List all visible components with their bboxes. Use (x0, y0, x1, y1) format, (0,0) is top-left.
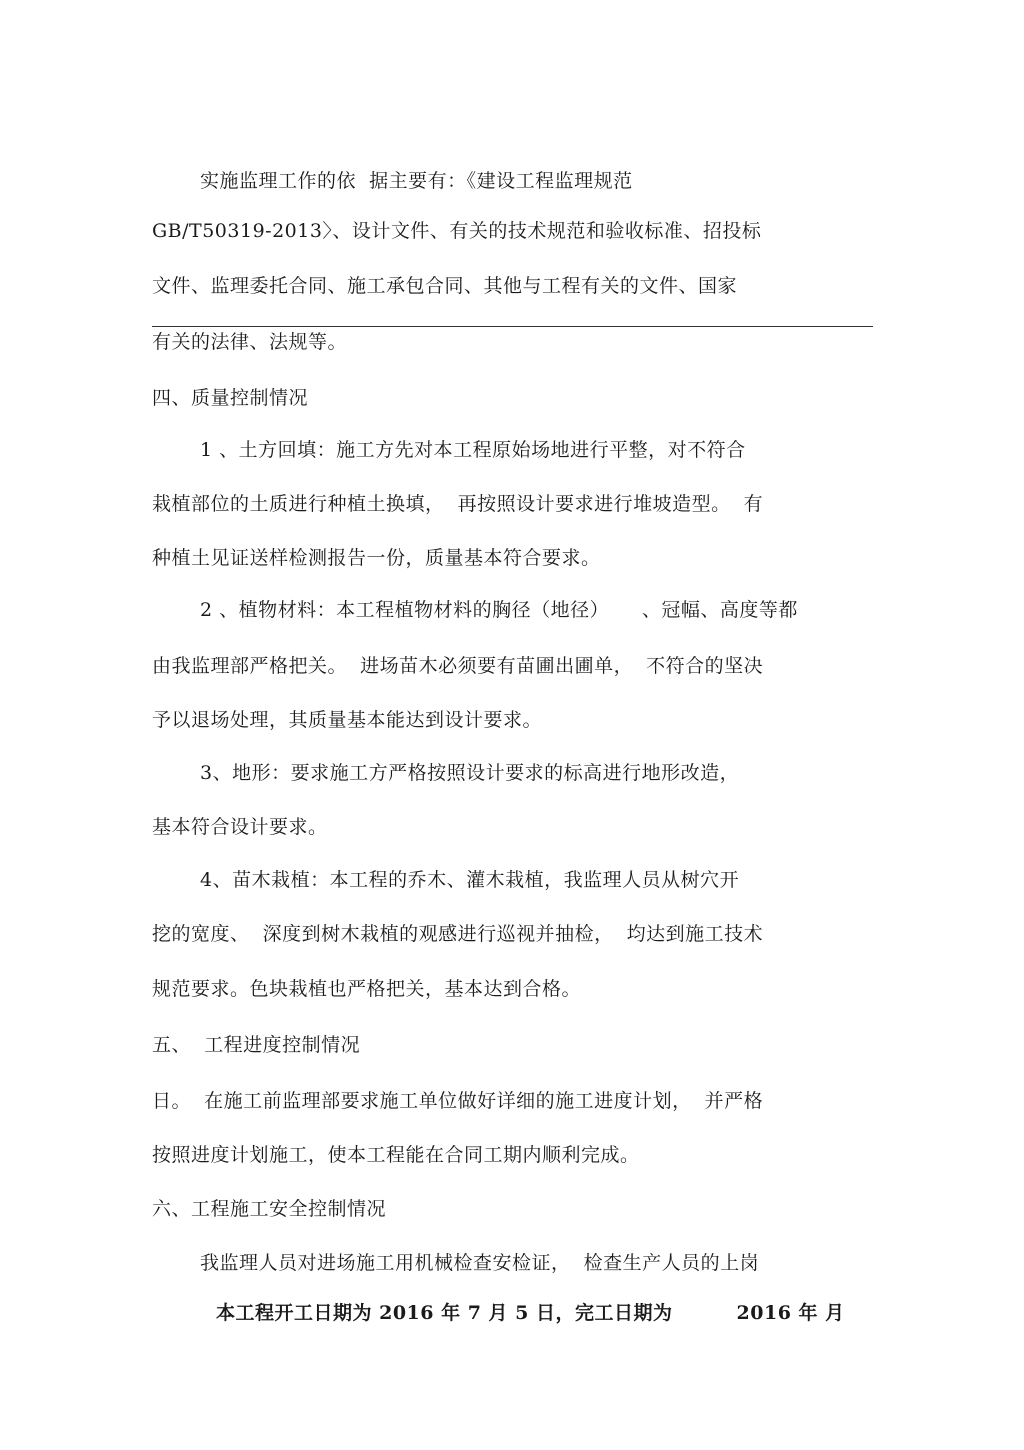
text-line-1: 实施监理工作的依 据主要有：《建设工程监理规范 (200, 170, 633, 192)
section-heading-schedule: 五、 工程进度控制情况 (152, 1034, 361, 1056)
text-line-4: 有关的法律、法规等。 (152, 331, 348, 353)
text-line-15: 挖的宽度、 深度到树木栽植的观感进行巡视并抽检， 均达到施工技术 (152, 923, 764, 945)
text-line-10: 由我监理部严格把关。 进场苗木必须要有苗圃出圃单， 不符合的坚决 (152, 655, 764, 677)
text-line-16: 规范要求。色块栽植也严格把关，基本达到合格。 (152, 978, 582, 1000)
text-line-3: 文件、监理委托合同、施工承包合同、其他与工程有关的文件、国家 (152, 275, 738, 297)
horizontal-divider (152, 326, 873, 327)
text-line-21: 我监理人员对进场施工用机械检查安检证， 检查生产人员的上岗 (200, 1252, 760, 1274)
text-line-11: 予以退场处理，其质量基本能达到设计要求。 (152, 709, 543, 731)
text-line-22: 本工程开工日期为 2016 年 7 月 5 日，完工日期为 2016 年 月 (216, 1302, 845, 1324)
text-line-2: GB/T50319-2013〉、设计文件、有关的技术规范和验收标准、招投标 (152, 220, 762, 242)
text-line-13: 基本符合设计要求。 (152, 816, 328, 838)
text-line-6: 1 、土方回填：施工方先对本工程原始场地进行平整，对不符合 (200, 439, 746, 461)
section-heading-quality: 四、质量控制情况 (152, 387, 309, 409)
text-line-9: 2 、植物材料：本工程植物材料的胸径（地径） 、冠幅、高度等都 (200, 599, 798, 621)
text-line-12: 3、地形：要求施工方严格按照设计要求的标高进行地形改造， (200, 762, 740, 784)
text-line-7: 栽植部位的土质进行种植土换填， 再按照设计要求进行堆坡造型。 有 (152, 493, 764, 515)
text-line-14: 4、苗木栽植：本工程的乔木、灌木栽植，我监理人员从树穴开 (200, 869, 740, 891)
text-line-19: 按照进度计划施工，使本工程能在合同工期内顺利完成。 (152, 1144, 640, 1166)
section-heading-safety: 六、工程施工安全控制情况 (152, 1198, 387, 1220)
text-line-18: 日。 在施工前监理部要求施工单位做好详细的施工进度计划， 并严格 (152, 1090, 764, 1112)
text-line-8: 种植土见证送样检测报告一份，质量基本符合要求。 (152, 547, 601, 569)
